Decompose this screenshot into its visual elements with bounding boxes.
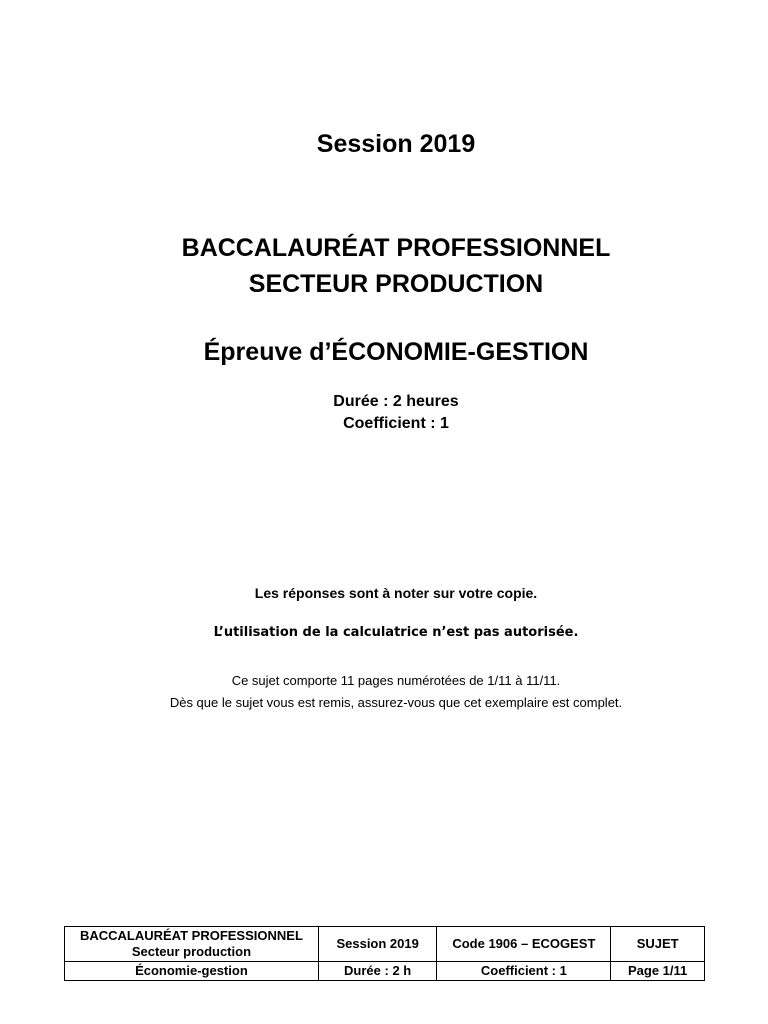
footer-code: Code 1906 – ECOGEST bbox=[437, 927, 611, 962]
exam-subject-title: Épreuve d’ÉCONOMIE-GESTION bbox=[203, 338, 589, 366]
page-count-notice: Ce sujet comporte 11 pages numérotées de 1/11 à 11/11. bbox=[231, 673, 561, 688]
footer-row-2 bbox=[65, 962, 705, 981]
footer-subject: Économie-gestion bbox=[65, 962, 319, 981]
diploma-title: BACCALAURÉAT PROFESSIONNEL bbox=[181, 234, 611, 262]
footer-row-1 bbox=[65, 927, 705, 962]
footer-duration: Durée : 2 h bbox=[318, 962, 437, 981]
completeness-notice: Dès que le sujet vous est remis, assurez-vous que cet exemplaire est complet. bbox=[169, 695, 623, 710]
footer-page-number: Page 1/11 bbox=[611, 962, 705, 981]
footer-table bbox=[64, 926, 705, 981]
footer-doc-type: SUJET bbox=[611, 927, 705, 962]
footer-session: Session 2019 bbox=[318, 927, 437, 962]
footer-exam-sector: Secteur production bbox=[131, 944, 252, 959]
sector-title: SECTEUR PRODUCTION bbox=[248, 270, 544, 298]
calculator-instruction: L’utilisation de la calculatrice n’est pas autorisée. bbox=[213, 625, 579, 640]
exam-duration: Durée : 2 heures bbox=[333, 393, 459, 410]
exam-coefficient: Coefficient : 1 bbox=[343, 415, 449, 432]
answers-instruction: Les réponses sont à noter sur votre copie. bbox=[254, 585, 538, 601]
footer-exam-name: BACCALAURÉAT PROFESSIONNEL bbox=[79, 928, 303, 943]
footer-exam-cell bbox=[65, 927, 319, 962]
footer-coefficient: Coefficient : 1 bbox=[437, 962, 611, 981]
session-heading: Session 2019 bbox=[316, 130, 476, 158]
